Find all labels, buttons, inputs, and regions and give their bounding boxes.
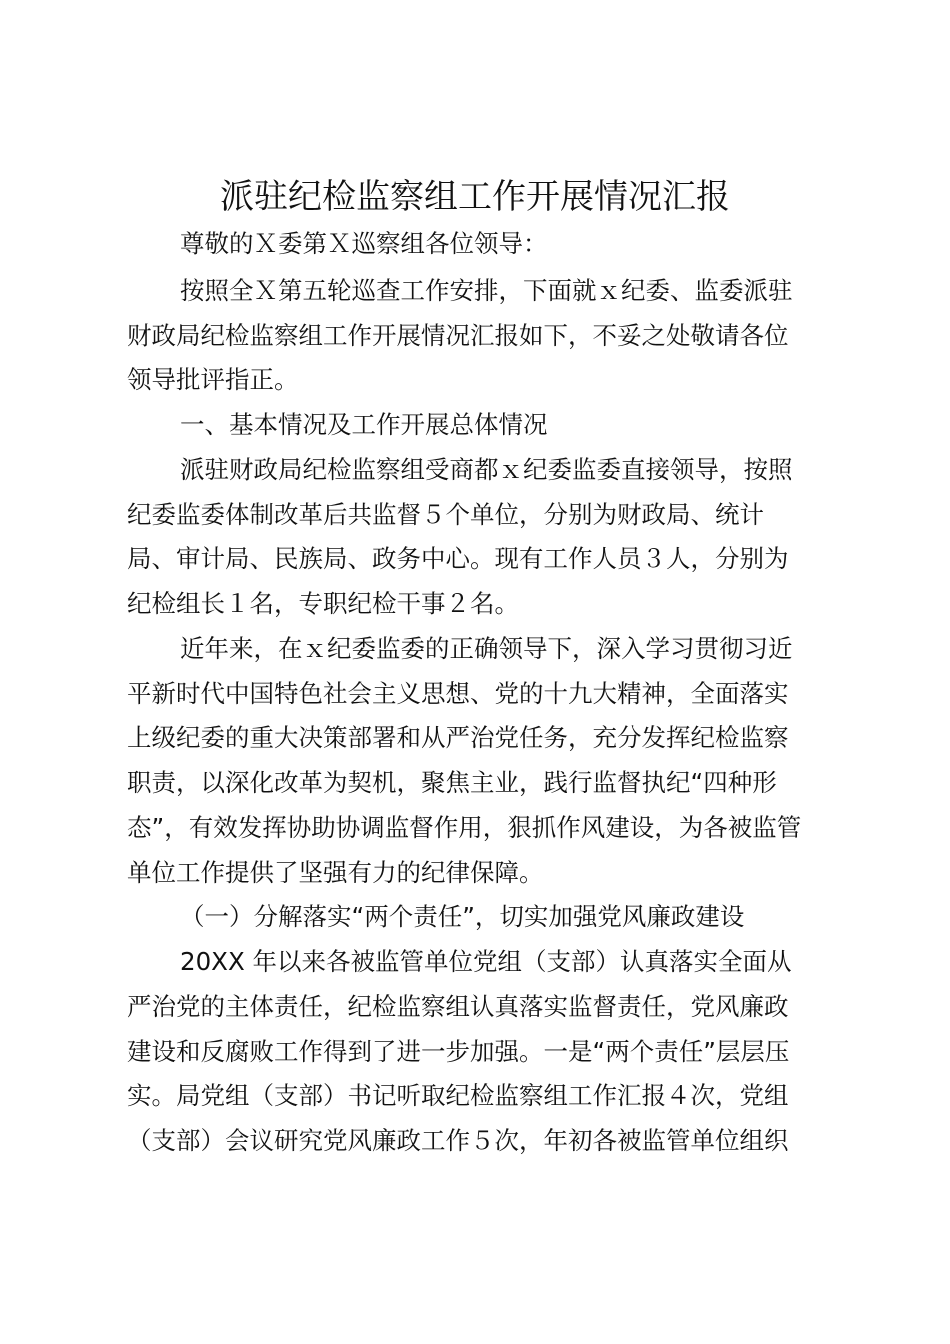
paragraph-line: 领导批评指正。 — [127, 365, 299, 394]
paragraph-line: 近年来，在ｘ纪委监委的正确领导下，深入学习贯彻习近 — [180, 634, 793, 663]
paragraph-line: 20XX 年以来各被监管单位党组（支部）认真落实全面从 — [180, 947, 792, 976]
paragraph-line: 派驻财政局纪检监察组受商都ｘ纪委监委直接领导，按照 — [180, 455, 793, 484]
paragraph-line: 按照全Ｘ第五轮巡查工作安排，下面就ｘ纪委、监委派驻 — [180, 276, 793, 305]
paragraph-line: （支部）会议研究党风廉政工作５次，年初各被监管单位组织 — [127, 1126, 789, 1155]
paragraph-line: 实。局党组（支部）书记听取纪检监察组工作汇报４次，党组 — [127, 1081, 789, 1110]
paragraph-line: 上级纪委的重大决策部署和从严治党任务，充分发挥纪检监察 — [127, 723, 789, 752]
paragraph-line: 纪检组长１名，专职纪检干事２名。 — [127, 589, 519, 618]
paragraph-line: 建设和反腐败工作得到了进一步加强。一是“两个责任”层层压 — [127, 1037, 790, 1066]
document-title: 派驻纪检监察组工作开展情况汇报 — [220, 177, 730, 217]
paragraph-line: 财政局纪检监察组工作开展情况汇报如下，不妥之处敬请各位 — [127, 321, 789, 350]
paragraph-line: 平新时代中国特色社会主义思想、党的十九大精神，全面落实 — [127, 679, 789, 708]
section-heading: 一、基本情况及工作开展总体情况 — [180, 410, 548, 439]
salutation: 尊敬的Ｘ委第Ｘ巡察组各位领导： — [180, 229, 548, 258]
paragraph-line: 局、审计局、民族局、政务中心。现有工作人员３人，分别为 — [127, 544, 789, 573]
subsection-heading: （一）分解落实“两个责任”，切实加强党风廉政建设 — [180, 902, 745, 931]
paragraph-line: 态”，有效发挥协助协调监督作用，狠抓作风建设，为各被监管 — [127, 813, 802, 842]
paragraph-line: 单位工作提供了坚强有力的纪律保障。 — [127, 858, 544, 887]
paragraph-line: 纪委监委体制改革后共监督５个单位，分别为财政局、统计 — [127, 500, 764, 529]
paragraph-line: 职责，以深化改革为契机，聚焦主业，践行监督执纪“四种形 — [127, 768, 777, 797]
paragraph-line: 严治党的主体责任，纪检监察组认真落实监督责任，党风廉政 — [127, 992, 789, 1021]
